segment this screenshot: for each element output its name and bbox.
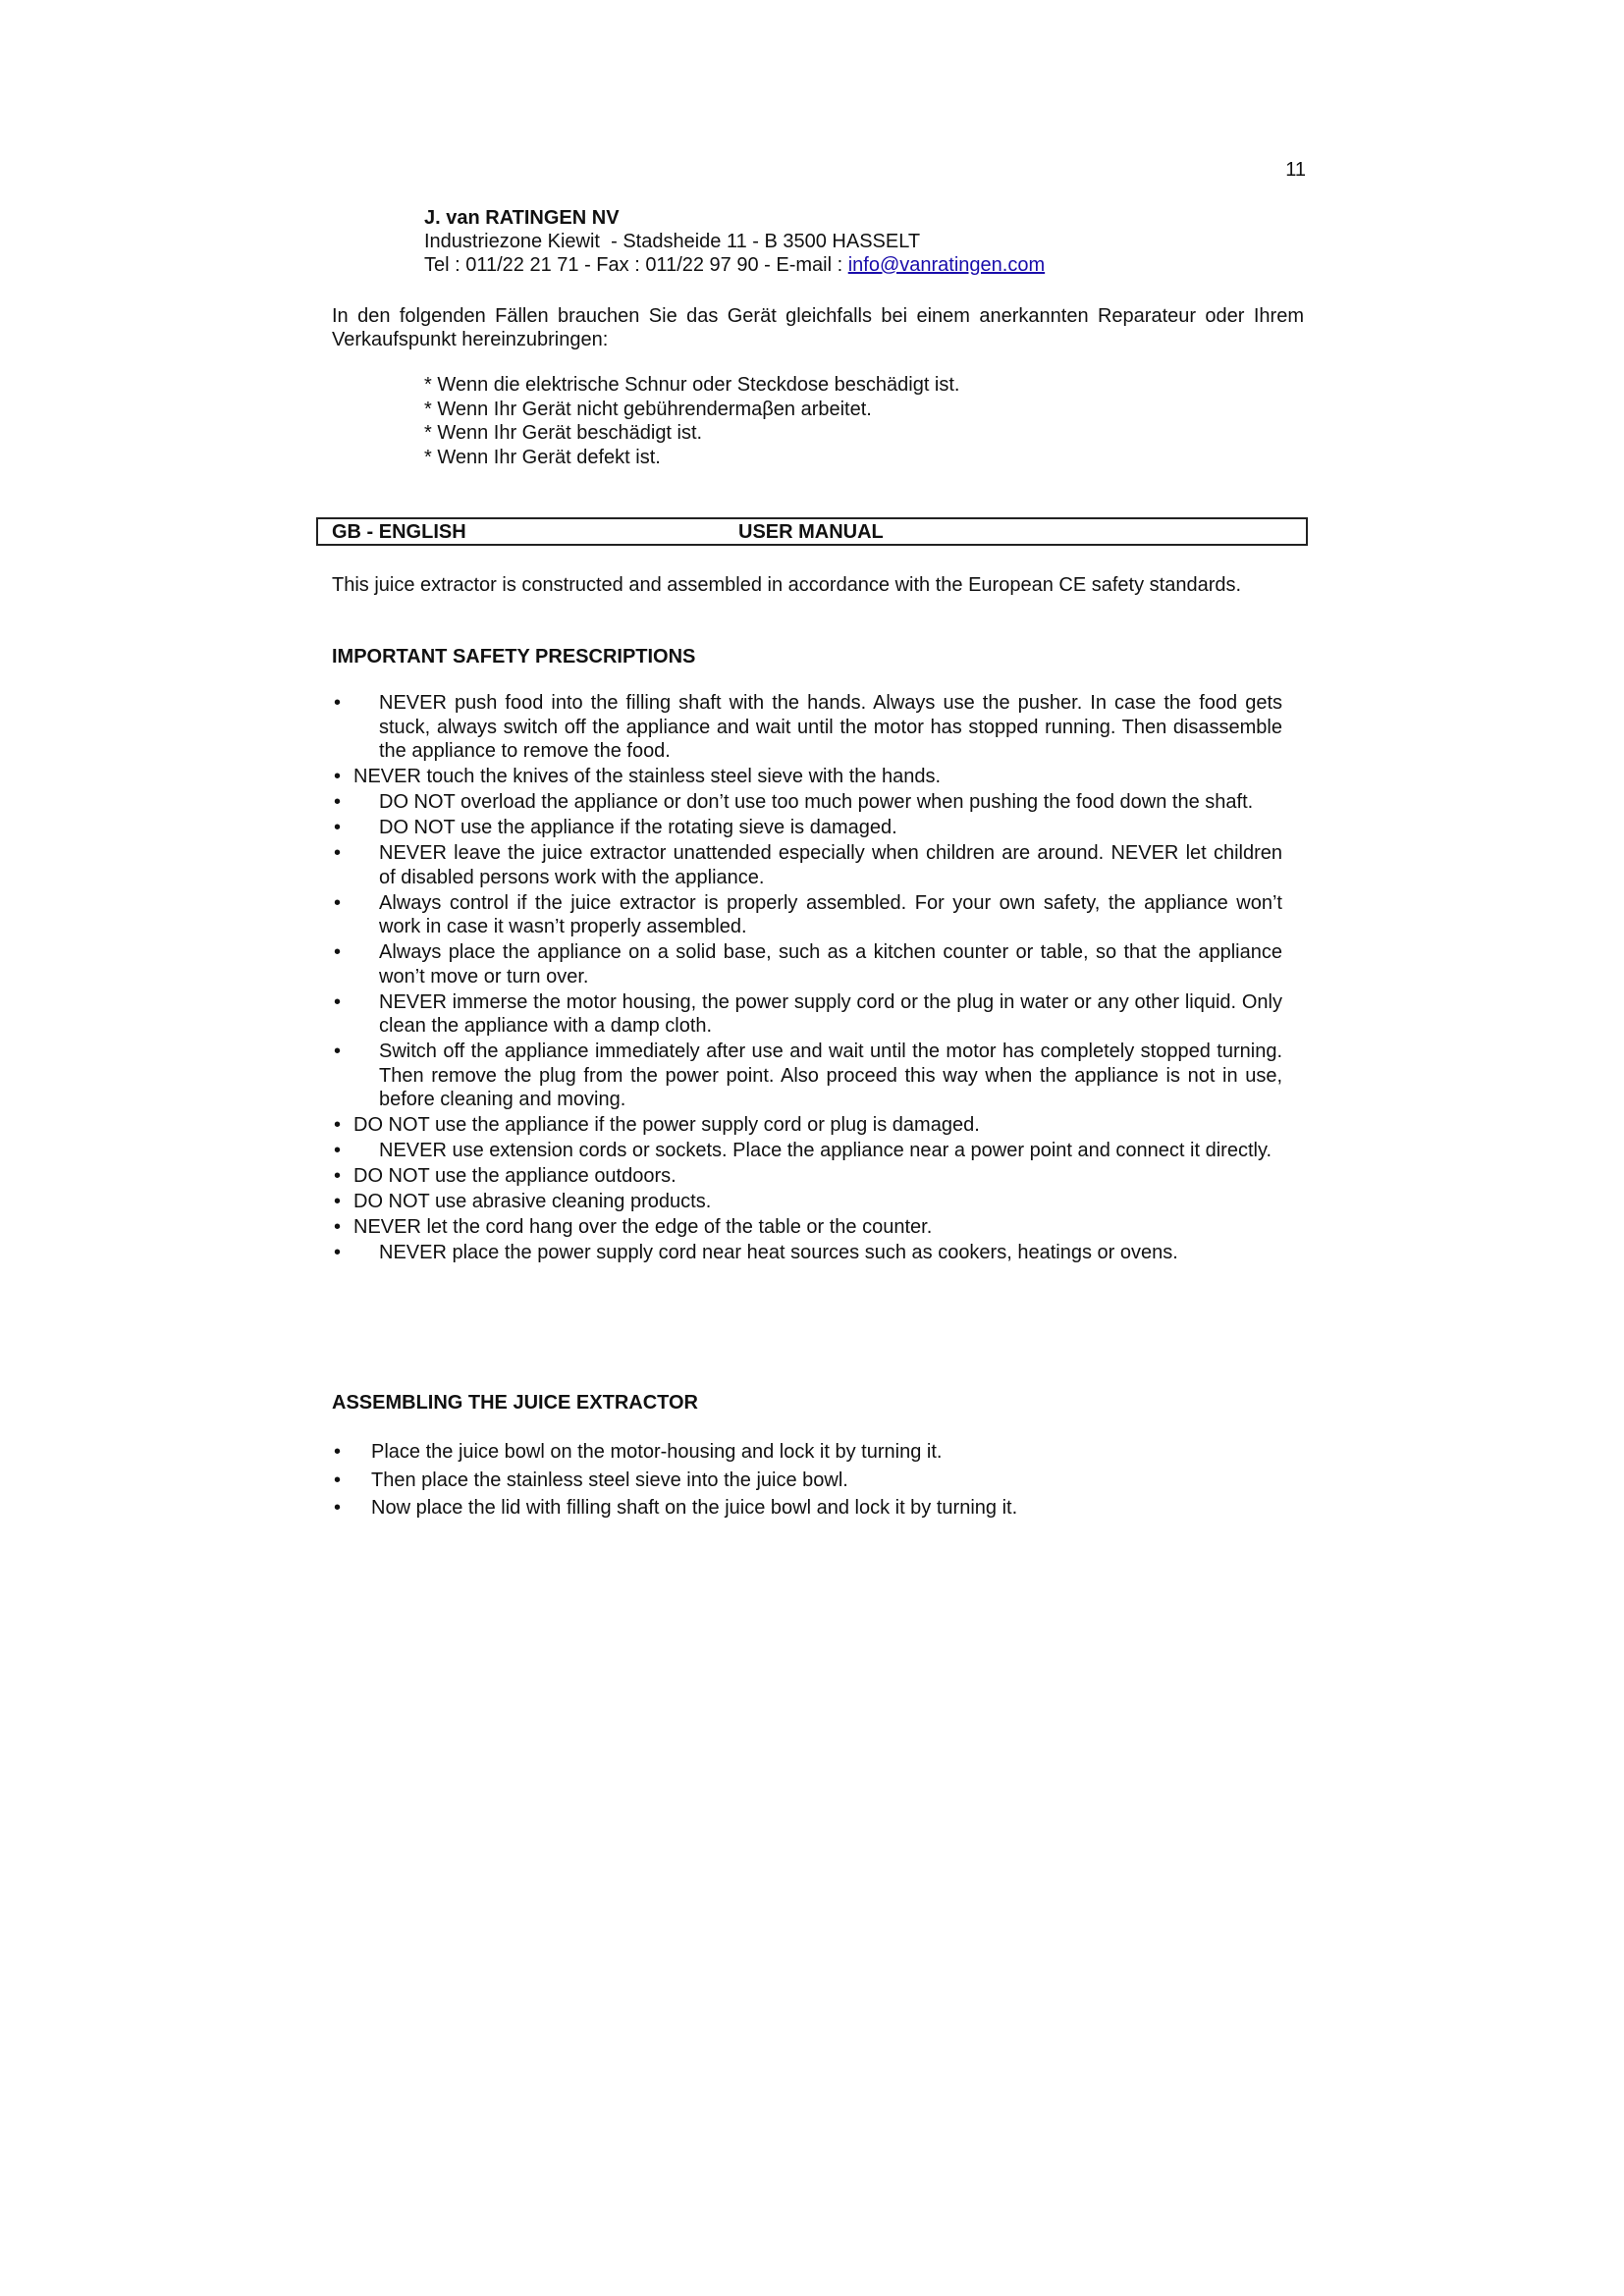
section-title: USER MANUAL [738, 521, 884, 543]
bullet-icon: • [334, 1041, 342, 1062]
list-item: • Always control if the juice extractor is properly assembled. For your own safety, the appliance won’t work in case it wasn’t properly assembled. [334, 891, 1282, 937]
german-list [424, 373, 960, 469]
bullet-icon: • [334, 766, 342, 787]
company-name: J. van RATINGEN NV [424, 207, 620, 229]
german-list-item: * Wenn Ihr Gerät defekt ist. [424, 446, 661, 468]
section-language: GB - ENGLISH [332, 521, 466, 543]
contact-details: Tel : 011/22 21 71 - Fax : 011/22 97 90 - E-mail : [424, 254, 848, 276]
bullet-icon: • [334, 990, 342, 1013]
list-item: • NEVER push food into the filling shaft with the hands. Always use the pusher. In case the food gets stuck, always switch off the appliance and wait until the motor has stopped running. Then disassemble the appliance to remove the food. [334, 692, 1282, 762]
assembling-list [332, 1439, 1282, 1522]
list-item: • NEVER leave the juice extractor unattended especially when children are around. NEVER let children of disabled persons work with the appliance. [334, 842, 1282, 888]
bullet-icon: • [334, 891, 342, 914]
bullet-icon: • [334, 817, 342, 838]
list-item: • NEVER immerse the motor housing, the power supply cord or the plug in water or any other liquid. Only clean the appliance with a damp cloth. [334, 990, 1282, 1037]
safety-heading: IMPORTANT SAFETY PRESCRIPTIONS [332, 646, 696, 667]
bullet-icon: • [334, 1468, 342, 1491]
bullet-icon: • [334, 1497, 342, 1519]
company-contact [424, 253, 1045, 277]
list-item: • NEVER use extension cords or sockets. Place the appliance near a power point and connect it directly. [334, 1140, 1272, 1161]
english-intro: This juice extractor is constructed and assembled in accordance with the European CE safety standards. [332, 574, 1242, 596]
bullet-icon: • [334, 1191, 342, 1212]
list-item: • Then place the stainless steel sieve into the juice bowl. [332, 1468, 1282, 1494]
list-item: • DO NOT use the appliance outdoors. [334, 1165, 677, 1187]
list-item: • NEVER place the power supply cord near heat sources such as cookers, heatings or ovens. [334, 1242, 1178, 1263]
company-address: Industriezone Kiewit - Stadsheide 11 - B 3500 HASSELT [424, 231, 921, 252]
safety-list [332, 691, 1282, 1265]
german-intro: In den folgenden Fällen brauchen Sie das Gerät gleichfalls bei einem anerkannten Reparateur oder Ihrem Verkaufspunkt hereinzubringen: [332, 305, 1304, 350]
page-number: 11 [1285, 159, 1306, 181]
bullet-icon: • [334, 692, 342, 714]
bullet-icon: • [334, 941, 342, 963]
company-address-block [424, 206, 1045, 277]
german-list-item: * Wenn die elektrische Schnur oder Steckdose beschädigt ist. [424, 374, 960, 396]
german-list-item: * Wenn Ihr Gerät nicht gebührendermaβen arbeitet. [424, 398, 872, 420]
german-list-item: * Wenn Ihr Gerät beschädigt ist. [424, 422, 703, 444]
list-item: • NEVER touch the knives of the stainless steel sieve with the hands. [334, 766, 942, 787]
section-header-bar [316, 517, 1308, 546]
bullet-icon: • [334, 1165, 342, 1187]
email-link[interactable]: info@vanratingen.com [847, 254, 1046, 276]
list-item: • DO NOT use the appliance if the power supply cord or plug is damaged. [334, 1114, 980, 1136]
bullet-icon: • [334, 1242, 342, 1263]
bullet-icon: • [334, 1216, 342, 1238]
bullet-icon: • [334, 791, 342, 813]
bullet-icon: • [334, 1441, 342, 1463]
assembling-heading: ASSEMBLING THE JUICE EXTRACTOR [332, 1392, 698, 1414]
list-item: • Place the juice bowl on the motor-housing and lock it by turning it. [332, 1439, 1282, 1466]
list-item: • DO NOT use the appliance if the rotating sieve is damaged. [334, 817, 897, 838]
bullet-icon: • [334, 1114, 342, 1136]
list-item: • Now place the lid with filling shaft on the juice bowl and lock it by turning it. [332, 1495, 1282, 1522]
list-item: • NEVER let the cord hang over the edge of the table or the counter. [334, 1216, 933, 1238]
list-item: • Switch off the appliance immediately after use and wait until the motor has completely stopped turning. Then remove the plug from the power point. Also proceed this way when the appliance is not in use, before cleaning and moving. [334, 1041, 1282, 1110]
bullet-icon: • [334, 1140, 342, 1161]
list-item: • DO NOT overload the appliance or don’t use too much power when pushing the food down the shaft. [334, 791, 1254, 813]
list-item: • DO NOT use abrasive cleaning products. [334, 1191, 712, 1212]
list-item: • Always place the appliance on a solid base, such as a kitchen counter or table, so that the appliance won’t move or turn over. [334, 941, 1282, 988]
bullet-icon: • [334, 842, 342, 864]
